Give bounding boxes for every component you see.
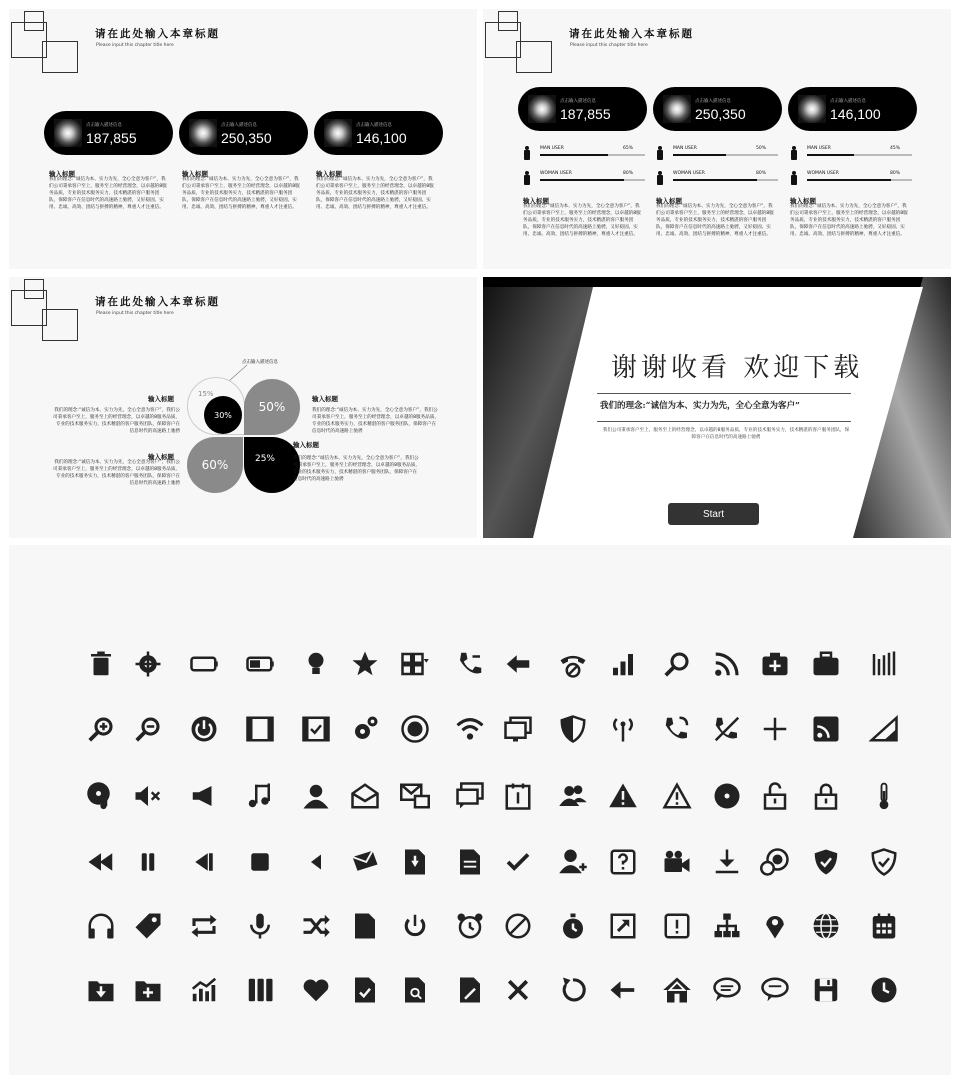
- man-icon: [790, 146, 798, 160]
- petal-bottom-right: [244, 437, 300, 493]
- petal-center-top: [204, 396, 242, 434]
- power-circle-icon[interactable]: [186, 711, 222, 747]
- shield-outline-icon[interactable]: [866, 844, 902, 880]
- gears-icon[interactable]: [347, 711, 383, 747]
- closing-description: 我们公司秉承客户至上，服务至上的经营理念，以卓越的8服务品质，专业的技术服务实力，技术精湛的客户服务团队，保障客户在信息时代的高速路上驰骋: [602, 428, 850, 440]
- stat-label: 点击输入描述信息: [830, 99, 866, 104]
- mail-open-icon[interactable]: [347, 778, 383, 814]
- file-download-icon[interactable]: [397, 844, 433, 880]
- stat-pill: [314, 111, 443, 155]
- chapter-title: 请在此处输入本章标题: [569, 28, 694, 40]
- chart-growth-icon[interactable]: [186, 972, 222, 1008]
- progress-track: [807, 154, 912, 156]
- progress-fill: [673, 154, 726, 156]
- globe-circle-icon[interactable]: [397, 711, 433, 747]
- file-search-icon[interactable]: [397, 972, 433, 1008]
- slide-petals[interactable]: [9, 277, 477, 538]
- progress-fill: [807, 154, 854, 156]
- burst-image: [798, 95, 826, 123]
- progress-fill: [807, 179, 891, 181]
- stat-row-percent: 45%: [889, 146, 900, 151]
- woman-icon: [790, 171, 798, 185]
- globe-clock-icon[interactable]: [757, 844, 793, 880]
- battery-empty-icon[interactable]: [186, 646, 222, 682]
- stat-value: 146,100: [356, 130, 407, 146]
- zoom-out-icon[interactable]: [130, 711, 166, 747]
- column-heading: 输入标题: [523, 197, 549, 205]
- stat-label: 点击输入描述信息: [221, 123, 257, 128]
- megaphone-icon[interactable]: [186, 778, 222, 814]
- users-icon[interactable]: [555, 778, 591, 814]
- help-box-icon[interactable]: [605, 844, 641, 880]
- user-stat-row: [656, 146, 778, 160]
- phone-forward-icon[interactable]: [452, 646, 488, 682]
- chapter-title: 请在此处输入本章标题: [95, 296, 220, 308]
- petal-value: 50%: [258, 400, 286, 414]
- folder-download-icon[interactable]: [83, 972, 119, 1008]
- zoom-in-icon[interactable]: [83, 711, 119, 747]
- column-text: 我们的理念:“诚信为本、实力为先，全心全意为客户”，我们公司秉承客户至上，服务至上的经营理念，以卓越的8服务品质，专业的技术服务实力，技术精湛的客户服务团队，保障客户在信息时代的高速路上驰骋，又好稳固、实用、忠诚、高效、团结与拼搏的精神，尊重人才注重信。: [182, 177, 300, 210]
- man-icon: [656, 146, 664, 160]
- column-text: 我们的理念:“诚信为本、实力为先，全心全意为客户”，我们公司秉承客户至上，服务至上的经营理念，以卓越的8服务品质，专业的技术服务实力，技术精湛的客户服务团队，保障客户在信息时代的高速路上驰骋，又好稳固、实用、忠诚、高效、团结与拼搏的精神，尊重人才注重信。: [790, 204, 908, 237]
- petal-value: 60%: [201, 458, 229, 472]
- petal-top-right: [244, 379, 300, 435]
- phone-block-icon[interactable]: [555, 646, 591, 682]
- stat-pill: [518, 87, 647, 131]
- shield-half-icon[interactable]: [555, 711, 591, 747]
- stat-pill: [788, 87, 917, 131]
- rewind-icon[interactable]: [83, 844, 119, 880]
- motto: 我们的理念:“诚信为本、实力为先，全心全意为客户”: [600, 401, 800, 411]
- user-icon[interactable]: [298, 778, 334, 814]
- close-icon[interactable]: [500, 972, 536, 1008]
- petal-bottom-left: [187, 437, 243, 493]
- battery-half-icon[interactable]: [242, 646, 278, 682]
- progress-track: [807, 179, 912, 181]
- stat-value: 187,855: [560, 106, 611, 122]
- burst-image: [189, 119, 217, 147]
- stat-row-label: MAN USER: [540, 146, 564, 151]
- column-text: 我们的理念:“诚信为本、实力为先，全心全意为客户”，我们公司秉承客户至上，服务至上的经营理念，以卓越的8服务品质，专业的技术服务实力，技术精湛的客户服务团队，保障客户在信息时代的高速路上驰骋，又好稳固、实用、忠诚、高效、团结与拼搏的精神，尊重人才注重信。: [49, 177, 167, 210]
- stop-icon[interactable]: [242, 844, 278, 880]
- column-text: 我们的理念:“诚信为本、实力为先，全心全意为客户”，我们公司秉承客户至上，服务至上的经营理念，以卓越的8服务品质，专业的技术服务实力，技术精湛的客户服务团队，保障客户在信息时代的高速路上驰骋，又好稳固、实用、忠诚、高效、团结与拼搏的精神，尊重人才注重信。: [656, 204, 774, 237]
- alert-box-icon[interactable]: [659, 908, 695, 944]
- stat-row-percent: 80%: [755, 171, 766, 176]
- stat-value: 187,855: [86, 130, 137, 146]
- sitemap-icon[interactable]: [709, 908, 745, 944]
- disc-icon[interactable]: [709, 778, 745, 814]
- progress-track: [540, 179, 645, 181]
- external-link-icon[interactable]: [605, 908, 641, 944]
- star-icon[interactable]: [347, 646, 383, 682]
- file-edit-icon[interactable]: [452, 972, 488, 1008]
- wifi-icon[interactable]: [452, 711, 488, 747]
- stat-row-percent: 80%: [889, 171, 900, 176]
- stat-pill: [179, 111, 308, 155]
- logo-square: [24, 279, 44, 299]
- phone-off-icon[interactable]: [709, 711, 745, 747]
- refresh-icon[interactable]: [555, 972, 591, 1008]
- clock-icon[interactable]: [866, 972, 902, 1008]
- stat-label: 点击输入描述信息: [356, 123, 392, 128]
- stat-pill: [653, 87, 782, 131]
- side-text: 我们的理念:“诚信为本、实力为先，全心全意为客户”，我们公司秉承客户至上，服务至上的经营理念，以卓越的8服务品质，专业的技术服务实力，技术精湛的客户服务团队，保障客户在信息时代的高速路上驰骋: [312, 408, 439, 434]
- stat-row-percent: 50%: [755, 146, 766, 151]
- burst-image: [528, 95, 556, 123]
- column-heading: 输入标题: [790, 197, 816, 205]
- check-icon[interactable]: [500, 844, 536, 880]
- stat-row-label: WOMAN USER: [807, 171, 839, 176]
- woman-icon: [656, 171, 664, 185]
- slide-icons[interactable]: [9, 545, 951, 1075]
- chapter-title: 请在此处输入本章标题: [95, 28, 220, 40]
- lock-icon[interactable]: [808, 778, 844, 814]
- unlock-icon[interactable]: [757, 778, 793, 814]
- mute-icon[interactable]: [130, 778, 166, 814]
- chapter-subtitle: Please input this chapter title here: [96, 311, 174, 316]
- books-icon[interactable]: [242, 972, 278, 1008]
- phone-call-icon[interactable]: [659, 711, 695, 747]
- stat-row-label: MAN USER: [807, 146, 831, 151]
- column-heading: 输入标题: [316, 170, 342, 178]
- first-aid-icon[interactable]: [757, 646, 793, 682]
- file-icon[interactable]: [347, 908, 383, 944]
- chat-lines-icon[interactable]: [452, 778, 488, 814]
- divider: [597, 393, 851, 394]
- film-icon[interactable]: [242, 711, 278, 747]
- search-icon[interactable]: [659, 646, 695, 682]
- stat-label: 点击输入描述信息: [86, 123, 122, 128]
- alarm-clock-icon[interactable]: [452, 908, 488, 944]
- music-disc-icon[interactable]: [83, 778, 119, 814]
- stat-label: 点击输入描述信息: [695, 99, 731, 104]
- stat-row-label: WOMAN USER: [673, 171, 705, 176]
- progress-track: [673, 154, 778, 156]
- microphone-icon[interactable]: [242, 908, 278, 944]
- stat-value: 146,100: [830, 106, 881, 122]
- warning-outline-icon[interactable]: [659, 778, 695, 814]
- arrow-left-solid-icon[interactable]: [500, 646, 536, 682]
- petal-caption: 点击输入描述信息: [242, 360, 278, 365]
- arrow-left-icon[interactable]: [605, 972, 641, 1008]
- folder-add-icon[interactable]: [130, 972, 166, 1008]
- burst-image: [663, 95, 691, 123]
- power-icon[interactable]: [397, 908, 433, 944]
- user-stat-row: [523, 146, 645, 160]
- side-text: 我们的理念:“诚信为本、实力为先，全心全意为客户”，我们公司秉承客户至上，服务至上的经营理念，以卓越的8服务品质，专业的技术服务实力，技术精湛的客户服务团队，保障客户在信息时代的高速路上驰骋: [53, 460, 180, 486]
- side-heading: 输入标题: [312, 395, 338, 403]
- calendar-one-icon[interactable]: [500, 778, 536, 814]
- side-heading: 输入标题: [148, 395, 174, 403]
- file-text-icon[interactable]: [452, 844, 488, 880]
- petal-value: 15%: [198, 390, 214, 398]
- column-text: 我们的理念:“诚信为本、实力为先，全心全意为客户”，我们公司秉承客户至上，服务至上的经营理念，以卓越的8服务品质，专业的技术服务实力，技术精湛的客户服务团队，保障客户在信息时代的高速路上驰骋，又好稳固、实用、忠诚、高效、团结与拼搏的精神，尊重人才注重信。: [523, 204, 641, 237]
- column-text: 我们的理念:“诚信为本、实力为先，全心全意为客户”，我们公司秉承客户至上，服务至上的经营理念，以卓越的8服务品质，专业的技术服务实力，技术精湛的客户服务团队，保障客户在信息时代的高速路上驰骋，又好稳固、实用、忠诚、高效、团结与拼搏的精神，尊重人才注重信。: [316, 177, 434, 210]
- side-heading: 输入标题: [148, 453, 174, 461]
- block-icon[interactable]: [500, 908, 536, 944]
- burst-image: [54, 119, 82, 147]
- user-stat-row: [656, 171, 778, 185]
- chapter-subtitle: Please input this chapter title here: [570, 43, 648, 48]
- gear-icon[interactable]: [130, 646, 166, 682]
- briefcase-icon[interactable]: [808, 646, 844, 682]
- speech-icon[interactable]: [757, 972, 793, 1008]
- file-check-icon[interactable]: [347, 972, 383, 1008]
- lightbulb-icon[interactable]: [298, 646, 334, 682]
- petal-value: 25%: [254, 454, 275, 464]
- add-user-icon[interactable]: [555, 844, 591, 880]
- progress-track: [540, 154, 645, 156]
- shield-check-icon[interactable]: [808, 844, 844, 880]
- map-pin-icon[interactable]: [757, 908, 793, 944]
- logo-square: [42, 41, 78, 73]
- stat-row-percent: 65%: [622, 146, 633, 151]
- column-heading: 输入标题: [656, 197, 682, 205]
- mail-send-icon[interactable]: [347, 844, 383, 880]
- grid-dropdown-icon[interactable]: [397, 646, 433, 682]
- logo-square: [42, 309, 78, 341]
- warning-solid-icon[interactable]: [605, 778, 641, 814]
- stat-row-percent: 80%: [622, 171, 633, 176]
- monitors-icon[interactable]: [500, 711, 536, 747]
- heart-icon[interactable]: [298, 972, 334, 1008]
- play-back-icon[interactable]: [298, 844, 334, 880]
- step-back-icon[interactable]: [186, 844, 222, 880]
- trash-icon[interactable]: [83, 646, 119, 682]
- logo-square: [24, 11, 44, 31]
- start-button[interactable]: Start: [668, 503, 759, 525]
- save-icon[interactable]: [808, 972, 844, 1008]
- stat-row-label: WOMAN USER: [540, 171, 572, 176]
- rss-icon[interactable]: [709, 646, 745, 682]
- repeat-icon[interactable]: [186, 908, 222, 944]
- headphones-icon[interactable]: [83, 908, 119, 944]
- globe-icon[interactable]: [808, 908, 844, 944]
- stat-value: 250,350: [221, 130, 272, 146]
- pause-icon[interactable]: [130, 844, 166, 880]
- side-heading: 输入标题: [293, 441, 319, 449]
- progress-fill: [540, 179, 624, 181]
- slide-user-stats[interactable]: [483, 9, 951, 269]
- side-text: 我们的理念:“诚信为本、实力为先，全心全意为客户”，我们公司秉承客户至上，服务至上的经营理念，以卓越的8服务品质，专业的技术服务实力，技术精湛的客户服务团队，保障客户在信息时代的高速路上驰骋: [293, 456, 420, 482]
- antenna-icon[interactable]: [605, 711, 641, 747]
- side-text: 我们的理念:“诚信为本、实力为先，全心全意为客户”，我们公司秉承客户至上，服务至上的经营理念，以卓越的8服务品质，专业的技术服务实力，技术精湛的客户服务团队，保障客户在信息时代的高速路上驰骋: [53, 408, 180, 434]
- chat-bubble-icon[interactable]: [709, 972, 745, 1008]
- stopwatch-icon[interactable]: [555, 908, 591, 944]
- user-stat-row: [790, 171, 912, 185]
- petal-value: 30%: [214, 410, 232, 420]
- burst-image: [324, 119, 352, 147]
- shuffle-icon[interactable]: [298, 908, 334, 944]
- calendar-grid-icon[interactable]: [866, 908, 902, 944]
- tag-icon[interactable]: [130, 908, 166, 944]
- download-icon[interactable]: [709, 844, 745, 880]
- slide-stats[interactable]: [9, 9, 477, 269]
- progress-track: [673, 179, 778, 181]
- stat-label: 点击输入描述信息: [560, 99, 596, 104]
- user-stat-row: [523, 171, 645, 185]
- slide-closing[interactable]: [483, 277, 951, 538]
- signal-bars-icon[interactable]: [605, 646, 641, 682]
- user-stat-row: [790, 146, 912, 160]
- man-icon: [523, 146, 531, 160]
- column-heading: 输入标题: [49, 170, 75, 178]
- progress-fill: [540, 154, 608, 156]
- stat-pill: [44, 111, 173, 155]
- signal-strength-icon[interactable]: [866, 646, 902, 682]
- thermometer-icon[interactable]: [866, 778, 902, 814]
- logo-square: [516, 41, 552, 73]
- video-camera-icon[interactable]: [659, 844, 695, 880]
- logo-square: [498, 11, 518, 31]
- chapter-subtitle: Please input this chapter title here: [96, 43, 174, 48]
- rss-box-icon[interactable]: [808, 711, 844, 747]
- mail-card-icon[interactable]: [397, 778, 433, 814]
- plus-icon[interactable]: [757, 711, 793, 747]
- music-note-icon[interactable]: [242, 778, 278, 814]
- column-heading: 输入标题: [182, 170, 208, 178]
- home-icon[interactable]: [659, 972, 695, 1008]
- woman-icon: [523, 171, 531, 185]
- stat-value: 250,350: [695, 106, 746, 122]
- thanks-title: 谢谢收看 欢迎下载: [611, 353, 864, 383]
- stat-row-label: MAN USER: [673, 146, 697, 151]
- progress-fill: [673, 179, 757, 181]
- signal-triangle-icon[interactable]: [866, 711, 902, 747]
- film-check-icon[interactable]: [298, 711, 334, 747]
- divider: [597, 421, 851, 422]
